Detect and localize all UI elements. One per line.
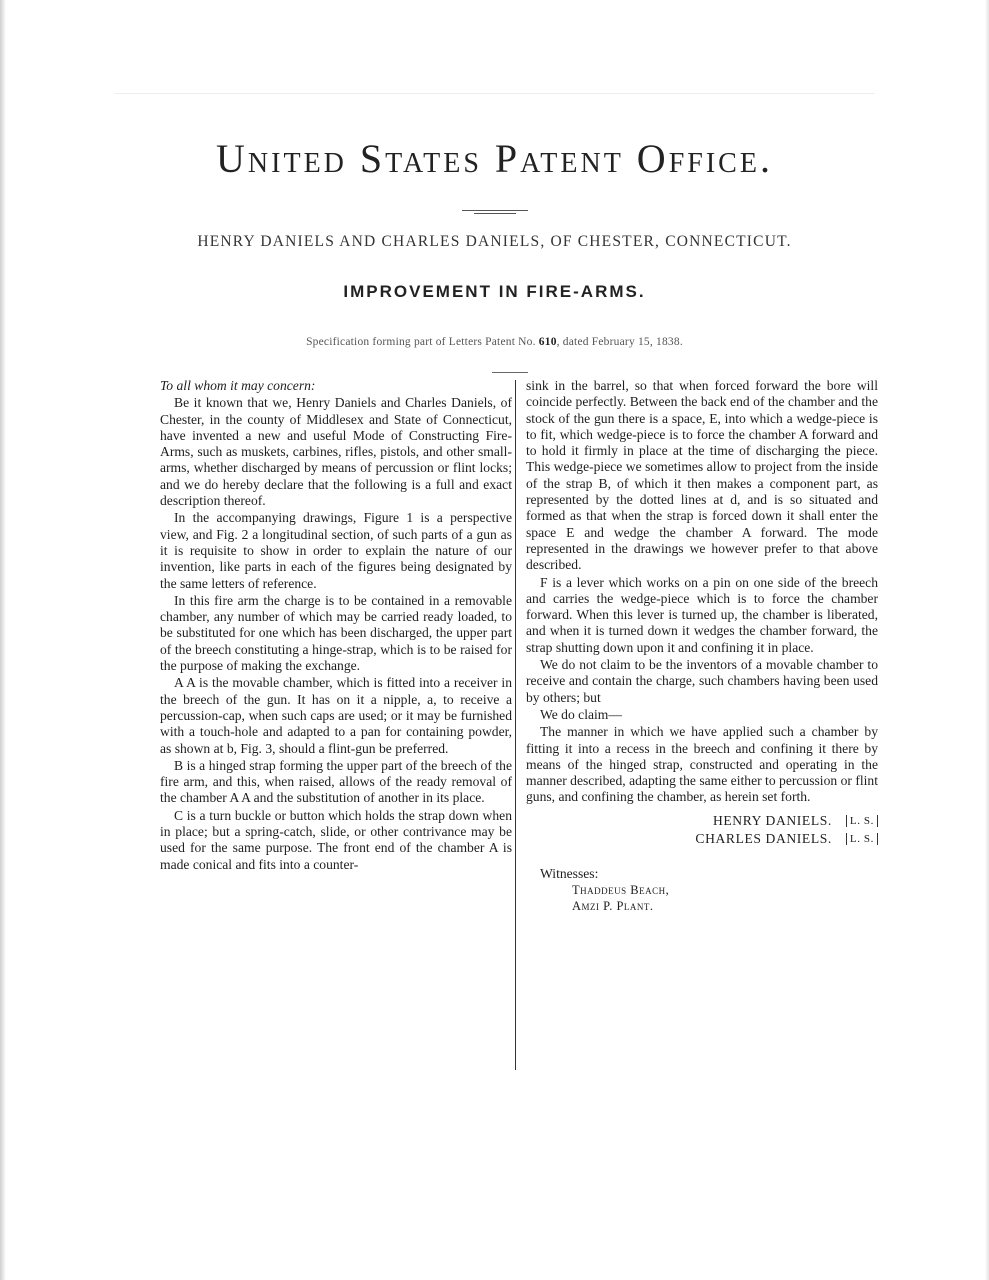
page-top-rule: [115, 93, 875, 94]
signature-name: CHARLES DANIELS.: [695, 830, 832, 846]
spec-prefix: Specification forming part of Letters Patent No.: [306, 336, 536, 348]
paragraph: In this fire arm the charge is to be contained in a removable chamber, any number of which may be carried ready loaded, to be substituted for one which has been discharged, the upper part of the breech constituting a hinge-strap, which is to be raised for the purpose of making the exchange.: [160, 592, 512, 674]
paragraph: sink in the barrel, so that when forced forward the bore will coincide perfectly. Between the back end of the chamber and the stock of the gun there is a space, E, into which a wedge-piece is to fit, which wedge-piece is to force the chamber A forward and to hold it firmly in place at the time of discharging the piece. This wedge-piece we sometimes allow to project from the inside of the strap B, of which it then makes a component part, as represented by the dotted lines at d, and is so situated and formed as that when the strap is forced down it shall enter the space E and wedge the chamber A forward. The mode represented in the drawings we however prefer to that above described.: [526, 378, 878, 573]
witness-name: Amzi P. Plant.: [572, 899, 654, 914]
signatures: [526, 812, 878, 852]
seal-mark: L. S.: [846, 815, 878, 827]
office-title: United States Patent Office.: [216, 136, 773, 181]
left-column: [160, 378, 512, 874]
paragraph: In the accompanying drawings, Figure 1 is a perspective view, and Fig. 2 a longitudinal section, of such parts of a gun as it is requisite to show in order to explain the nature of our invention, like parts in each of the figures being designated by the same letters of reference.: [160, 510, 512, 591]
paragraph: B is a hinged strap forming the upper part of the breech of the fire arm, and this, when raised, allows of the ready removal of the chamber A A and the substitution of another in its place.: [160, 757, 512, 806]
paragraph: A A is the movable chamber, which is fitted into a receiver in the breech of the gun. It has on it a nipple, a, to receive a percussion-cap, when such caps are used; or it may be furnished with a touch-hole and adapted to a pan for containing powder, as shown at b, Fig. 3, should a flint-gun be preferred.: [160, 675, 512, 756]
invention-title: IMPROVEMENT IN FIRE-ARMS.: [343, 282, 646, 301]
specification-line: [0, 336, 989, 348]
paragraph: C is a turn buckle or button which holds the strap down when in place; but a spring-catch, slide, or other contrivance may be used for the same purpose. The front end of the chamber A is made conical and fits into a counter-: [160, 807, 512, 872]
column-divider: [515, 380, 516, 1070]
spec-rule: [492, 372, 528, 373]
paragraph: F is a lever which works on a pin on one side of the breech and carries the wedge-piece which is to force the chamber forward. When this lever is turned up, the chamber is liberated, and when it is turned down it wedges the chamber forward, the strap shutting down upon it and confining it in place.: [526, 574, 878, 655]
signature-row: [526, 830, 878, 848]
inventors-line: HENRY DANIELS AND CHARLES DANIELS, OF CHESTER, CONNECTICUT.: [197, 233, 792, 250]
salutation: To all whom it may concern:: [160, 378, 316, 393]
patent-number: 610: [538, 336, 557, 348]
claim-paragraph: The manner in which we have applied such a chamber by fitting it into a recess in the breech and confining it there by means of the hinged strap, constructed and operating in the manner described, adapting the same either to percussion or flint guns, and confining the chamber, as herein set forth.: [526, 724, 878, 805]
title-rule-top: [462, 210, 528, 211]
witness-name: Thaddeus Beach,: [572, 883, 670, 898]
title-rule-bottom: [474, 213, 516, 214]
scan-left-edge: [0, 0, 6, 1280]
seal-mark: L. S.: [846, 833, 878, 845]
paragraph: We do not claim to be the inventors of a movable chamber to receive and contain the charge, such chambers having been used by others; but: [526, 657, 878, 705]
paragraph: Be it known that we, Henry Daniels and Charles Daniels, of Chester, in the county of Middlesex and State of Connecticut, have invented a new and useful Mode of Constructing Fire-Arms, such as muskets, carbines, rifles, pistols, and other small-arms, whether discharged by means of percussion or flint locks; and we do hereby declare that the following is a full and exact description thereof.: [160, 395, 512, 509]
witnesses-label: Witnesses:: [540, 865, 599, 881]
scan-right-edge: [985, 0, 989, 1280]
claim-heading: We do claim—: [540, 706, 622, 722]
signature-name: HENRY DANIELS.: [712, 812, 832, 828]
spec-suffix: , dated February 15, 1838.: [556, 336, 683, 348]
right-column: [526, 378, 878, 914]
signature-row: [526, 812, 878, 830]
